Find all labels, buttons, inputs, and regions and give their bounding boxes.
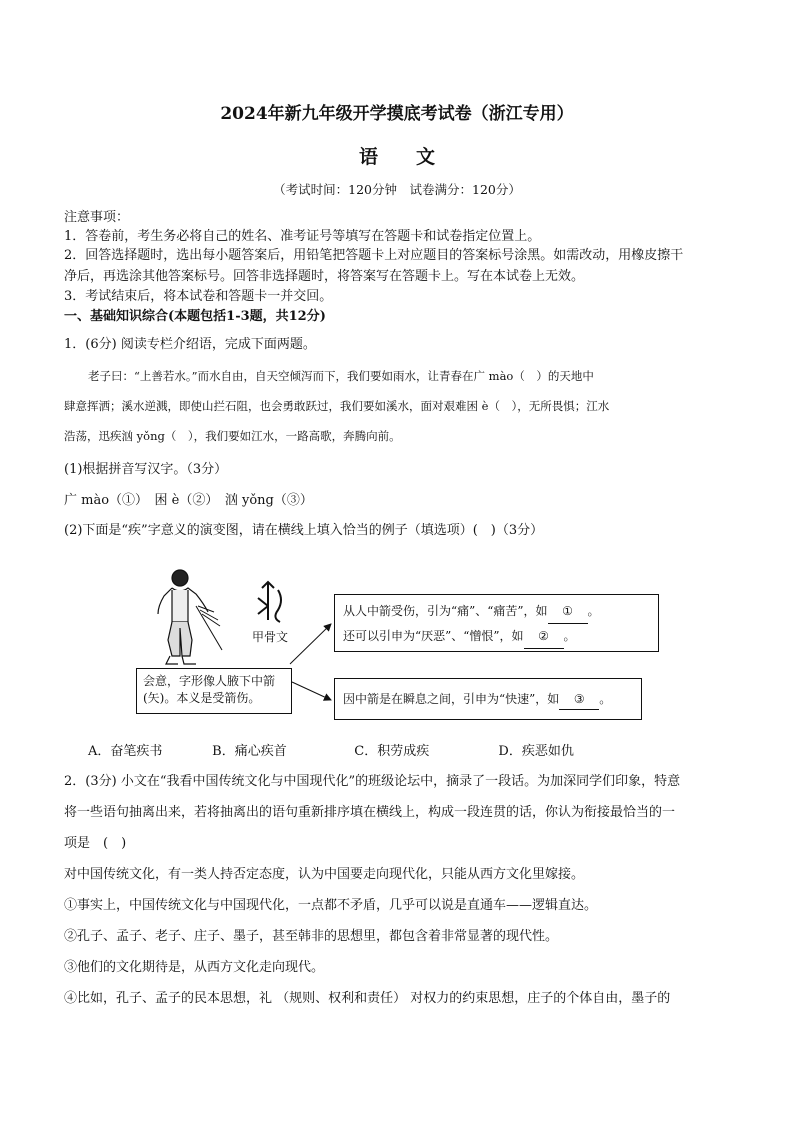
q1-stem: 1．(6分) 阅读专栏介绍语，完成下面两题。 bbox=[64, 337, 316, 352]
blank-1: ① bbox=[548, 599, 588, 624]
q2-sentence-1: ①事实上，中国传统文化与中国现代化，一点都不矛盾，几乎可以说是直通车——逻辑直达。 bbox=[64, 898, 598, 913]
q2-stem-line-2: 将一些语句抽离出来，若将抽离出的语句重新排序填在横线上，构成一段连贯的话，你认为衔接最恰当的一 bbox=[64, 805, 676, 820]
blank-2: ② bbox=[524, 624, 564, 649]
notice-item-2b: 净后，再选涂其他答案标号。回答非选择题时，将答案写在答题卡上。写在本试卷上无效。 bbox=[64, 269, 585, 284]
person-figure-icon bbox=[158, 570, 222, 664]
original-meaning-line-2: (矢)。本义是受箭伤。 bbox=[143, 691, 261, 705]
arrow-to-box-1 bbox=[290, 624, 331, 664]
option-b[interactable]: B．痛心疾首 bbox=[212, 744, 287, 759]
box1-line-1: 从人中箭受伤，引为“痛”、“痛苦”，如 ① 。 bbox=[343, 599, 650, 624]
blank-3: ③ bbox=[559, 689, 599, 710]
q2-sentence-2: ②孔子、孟子、老子、庄子、墨子，甚至韩非的思想里，都包含着非常显著的现代性。 bbox=[64, 929, 559, 944]
extended-meaning-box-2: 因中箭是在瞬息之间，引申为“快速”，如 ③ 。 bbox=[334, 678, 642, 720]
original-meaning-box bbox=[136, 668, 292, 714]
notice-heading: 注意事项： bbox=[64, 210, 130, 225]
original-meaning-line-1: 会意，字形像人腋下中箭 bbox=[143, 674, 276, 688]
option-c[interactable]: C．积劳成疾 bbox=[354, 744, 430, 759]
q2-intro: 对中国传统文化，有一类人持否定态度，认为中国要走向现代化，只能从西方文化里嫁接。 bbox=[64, 867, 585, 882]
q1-sub-2: (2)下面是“疾”字意义的演变图，请在横线上填入恰当的例子（填选项）( )（3分） bbox=[64, 523, 544, 538]
exam-info: （考试时间：120分钟 试卷满分：120分） bbox=[273, 182, 521, 197]
q1-sub-1: (1)根据拼音写汉字。（3分） bbox=[64, 462, 228, 477]
oracle-bone-label: 甲骨文 bbox=[252, 630, 289, 644]
notice-item-2a: 2．回答选择题时，选出每小题答案后，用铅笔把答题卡上对应题目的答案标号涂黑。如需改动，用橡皮擦干 bbox=[64, 248, 684, 263]
character-evolution-diagram bbox=[0, 560, 794, 730]
option-d[interactable]: D．疾恶如仇 bbox=[498, 744, 574, 759]
q2-stem-line-1: 2．(3分) 小文在“我看中国传统文化与中国现代化”的班级论坛中，摘录了一段话。为加深同学们印象，特意 bbox=[64, 774, 681, 789]
section-1-heading: 一、基础知识综合(本题包括1-3题，共12分) bbox=[64, 309, 326, 324]
q1-passage-line-2: 肆意挥洒；溪水逆溅，即使山拦石阻，也会勇敢跃过，我们要如溪水，面对艰难困 è（ ），无所畏惧；江水 bbox=[64, 399, 610, 413]
q1-blanks: 广 mào（①） 困 è（②） 汹 yǒng（③） bbox=[64, 493, 313, 508]
extended-meaning-box-1 bbox=[334, 594, 659, 652]
oracle-bone-glyph-icon bbox=[258, 582, 281, 622]
q2-sentence-3: ③他们的文化期待是，从西方文化走向现代。 bbox=[64, 960, 325, 975]
subject-title: 语 文 bbox=[358, 146, 435, 168]
q2-sentence-4: ④比如，孔子、孟子的民本思想，礼 （规则、权利和责任） 对权力的约束思想，庄子的个体自由，墨子的 bbox=[64, 991, 671, 1006]
option-a[interactable]: A．奋笔疾书 bbox=[88, 744, 163, 759]
box1-line-2: 还可以引申为“厌恶”、“憎恨”，如 ② 。 bbox=[343, 624, 650, 649]
q1-options bbox=[88, 740, 574, 759]
exam-title: 2024年新九年级开学摸底考试卷（浙江专用） bbox=[220, 104, 574, 124]
notice-item-1: 1．答卷前，考生务必将自己的姓名、准考证号等填写在答题卡和试卷指定位置上。 bbox=[64, 229, 541, 244]
arrow-to-box-2 bbox=[292, 682, 331, 700]
q2-stem-line-3: 项是 ( ) bbox=[64, 836, 127, 851]
notice-item-3: 3．考试结束后，将本试卷和答题卡一并交回。 bbox=[64, 289, 333, 304]
q1-passage-line-3: 浩荡，迅疾汹 yǒng（ ），我们要如江水，一路高歌，奔腾向前。 bbox=[64, 429, 401, 443]
q1-passage-line-1: 老子曰：“上善若水。”而水自由，自天空倾泻而下，我们要如雨水，让青春在广 mào（ ）的天地中 bbox=[88, 369, 594, 383]
